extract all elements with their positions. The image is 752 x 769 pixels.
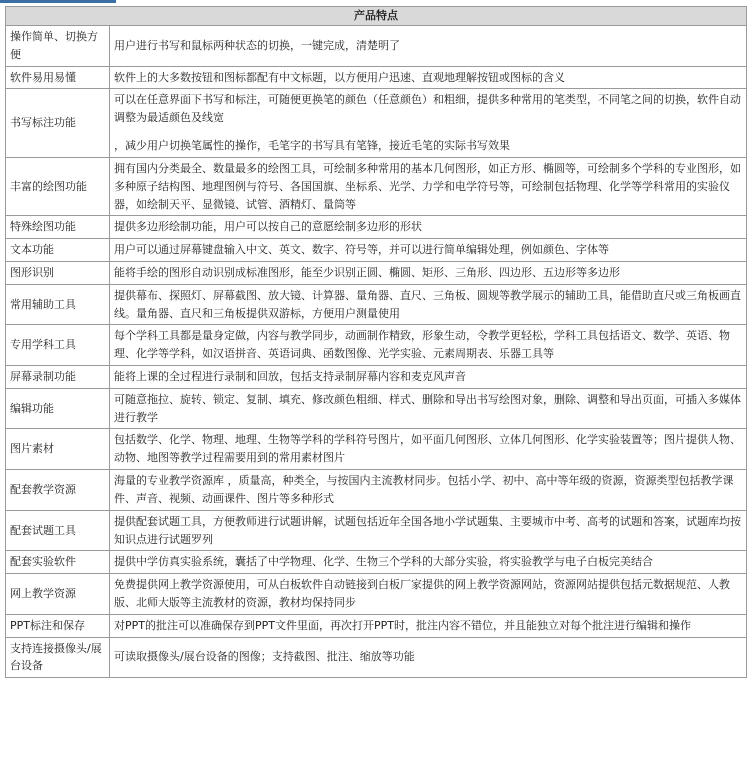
feature-description-text: 对PPT的批注可以准确保存到PPT文件里面，再次打开PPT时，批注内容不错位，并且能独立对每个批注进行编辑和操作 — [114, 618, 691, 632]
feature-description-cell — [110, 239, 747, 262]
feature-description-cell — [110, 388, 747, 429]
feature-description-cell — [110, 614, 747, 637]
feature-name-cell: 丰富的绘图功能 — [6, 157, 110, 215]
table-row — [6, 89, 747, 157]
feature-name-cell: 专用学科工具 — [6, 325, 110, 366]
feature-name-cell: 配套实验软件 — [6, 551, 110, 574]
feature-description-cell — [110, 325, 747, 366]
table-row — [6, 284, 747, 325]
feature-description-cell — [110, 574, 747, 615]
feature-name-cell: 图片素材 — [6, 429, 110, 470]
table-row — [6, 429, 747, 470]
feature-description-text: 软件上的大多数按钮和图标都配有中文标题，以方便用户迅速、直观地理解按钮或图标的含义 — [114, 70, 565, 84]
table-row — [6, 574, 747, 615]
feature-description-cell — [110, 26, 747, 67]
feature-name-cell: 书写标注功能 — [6, 89, 110, 157]
table-row — [6, 551, 747, 574]
table-row — [6, 216, 747, 239]
feature-description-cell — [110, 216, 747, 239]
feature-description-cell — [110, 637, 747, 678]
table-row — [6, 66, 747, 89]
feature-description-cell — [110, 510, 747, 551]
feature-name-cell: 文本功能 — [6, 239, 110, 262]
feature-description-text: 每个学科工具都是量身定做，内容与教学同步，动画制作精致，形象生动，令教学更轻松，学科工具包括语文、数学、英语、物理、化学等学科，如汉语拼音、英语词典、函数图像、光学实验、元素周期表、乐器工具等 — [114, 329, 730, 361]
feature-description-text: 用户可以通过屏幕键盘输入中文、英文、数字、符号等，并可以进行简单编辑处理，例如颜色、字体等 — [114, 243, 609, 257]
feature-description-text: 可随意拖拉、旋转、锁定、复制、填充、修改颜色粗细、样式、删除和导出书写绘图对象，删除、调整和导出页面，可插入多媒体进行教学 — [114, 392, 741, 424]
feature-description-text: 拥有国内分类最全、数量最多的绘图工具，可绘制多种常用的基本几何图形，如正方形、椭圆等，可绘制多个学科的专业图形，如多种原子结构图、地理图例与符号、各国国旗、坐标系、光学、力学和电学符号等，可绘制包括物理、化学等学科常用的实验仪器，如绘制天平、显微镜、试管、酒精灯、量筒等 — [114, 161, 741, 211]
feature-description-text: 用户进行书写和鼠标两种状态的切换，一键完成，清楚明了 — [114, 38, 400, 52]
feature-description-cell — [110, 157, 747, 215]
table-row — [6, 388, 747, 429]
feature-description-text: 海量的专业教学资源库 ，质量高，种类全，与按国内主流教材同步。包括小学、初中、高中等年级的资源，资源类型包括教学课件、声音、视频、动画课件、图片等多种形式 — [114, 474, 734, 505]
feature-description-text: 能将手绘的图形自动识别成标准图形，能至少识别正圆、椭圆、矩形、三角形、四边形、五边形等多边形 — [114, 265, 620, 279]
table-row — [6, 325, 747, 366]
feature-name-cell: 配套教学资源 — [6, 470, 110, 511]
feature-description-cell — [110, 366, 747, 389]
feature-description-cell — [110, 66, 747, 89]
feature-description-text: 提供配套试题工具，方便教师进行试题讲解，试题包括近年全国各地小学试题集、主要城市中考、高考的试题和答案，试题库均按知识点进行试题罗列 — [114, 514, 741, 546]
table-row — [6, 366, 747, 389]
table-header: 产品特点 — [6, 7, 747, 26]
top-accent-bar — [0, 0, 116, 3]
table-row — [6, 261, 747, 284]
table-body — [6, 26, 747, 678]
feature-name-cell: 网上教学资源 — [6, 574, 110, 615]
feature-description-text: 可以在任意界面下书写和标注，可随便更换笔的颜色（任意颜色）和粗细，提供多种常用的笔类型，不同笔之间的切换，软件自动调整为最适颜色及线宽 — [114, 93, 741, 125]
feature-name-cell: 配套试题工具 — [6, 510, 110, 551]
feature-description-text: 可读取摄像头/展台设备的图像；支持截图、批注、缩放等功能 — [114, 650, 415, 664]
feature-description-text: 提供多边形绘制功能，用户可以按自己的意愿绘制多边形的形状 — [114, 220, 422, 234]
product-features-table — [5, 6, 747, 678]
table-row — [6, 510, 747, 551]
feature-description-cell — [110, 261, 747, 284]
feature-description-text: ，减少用户切换笔属性的操作，毛笔字的书写具有笔锋，接近毛笔的实际书写效果 — [114, 139, 510, 153]
table-header-row — [6, 7, 747, 26]
feature-description-text: 免费提供网上教学资源使用，可从白板软件自动链接到白板厂家提供的网上教学资源网站，资源网站提供包括元数据规范、人教版、北师大版等主流教材的资源，教材均保持同步 — [114, 578, 730, 609]
table-row — [6, 470, 747, 511]
feature-description-cell — [110, 89, 747, 157]
feature-name-cell: 支持连接摄像头/展台设备 — [6, 637, 110, 678]
feature-description-cell — [110, 284, 747, 325]
feature-description-text: 提供中学仿真实验系统，囊括了中学物理、化学、生物三个学科的大部分实验，将实验教学与电子白板完美结合 — [114, 555, 653, 569]
feature-name-cell: 常用辅助工具 — [6, 284, 110, 325]
feature-description-cell — [110, 551, 747, 574]
feature-description-text: 能将上课的全过程进行录制和回放，包括支持录制屏幕内容和麦克风声音 — [114, 370, 466, 383]
table-row — [6, 239, 747, 262]
feature-name-cell: 操作简单、切换方便 — [6, 26, 110, 67]
feature-name-cell: 屏幕录制功能 — [6, 366, 110, 389]
table-row — [6, 26, 747, 67]
feature-description-cell — [110, 470, 747, 511]
feature-name-cell: 编辑功能 — [6, 388, 110, 429]
feature-description-cell — [110, 429, 747, 470]
table-row — [6, 637, 747, 678]
table-row — [6, 614, 747, 637]
feature-description-text: 包括数学、化学、物理、地理、生物等学科的学科符号图片，如平面几何图形、立体几何图形、化学实验装置等；图片提供人物、动物、地图等教学过程需要用到的常用素材图片 — [114, 433, 741, 465]
feature-name-cell: 软件易用易懂 — [6, 66, 110, 89]
feature-name-cell: 图形识别 — [6, 261, 110, 284]
feature-description-text: 提供幕布、探照灯、屏幕截图、放大镜、计算器、量角器、直尺、三角板、圆规等教学展示的辅助工具，能借助直尺或三角板画直线。量角器、直尺和三角板提供双游标，方便用户测量使用 — [114, 288, 741, 320]
feature-name-cell: 特殊绘图功能 — [6, 216, 110, 239]
feature-name-cell: PPT标注和保存 — [6, 614, 110, 637]
table-row — [6, 157, 747, 215]
